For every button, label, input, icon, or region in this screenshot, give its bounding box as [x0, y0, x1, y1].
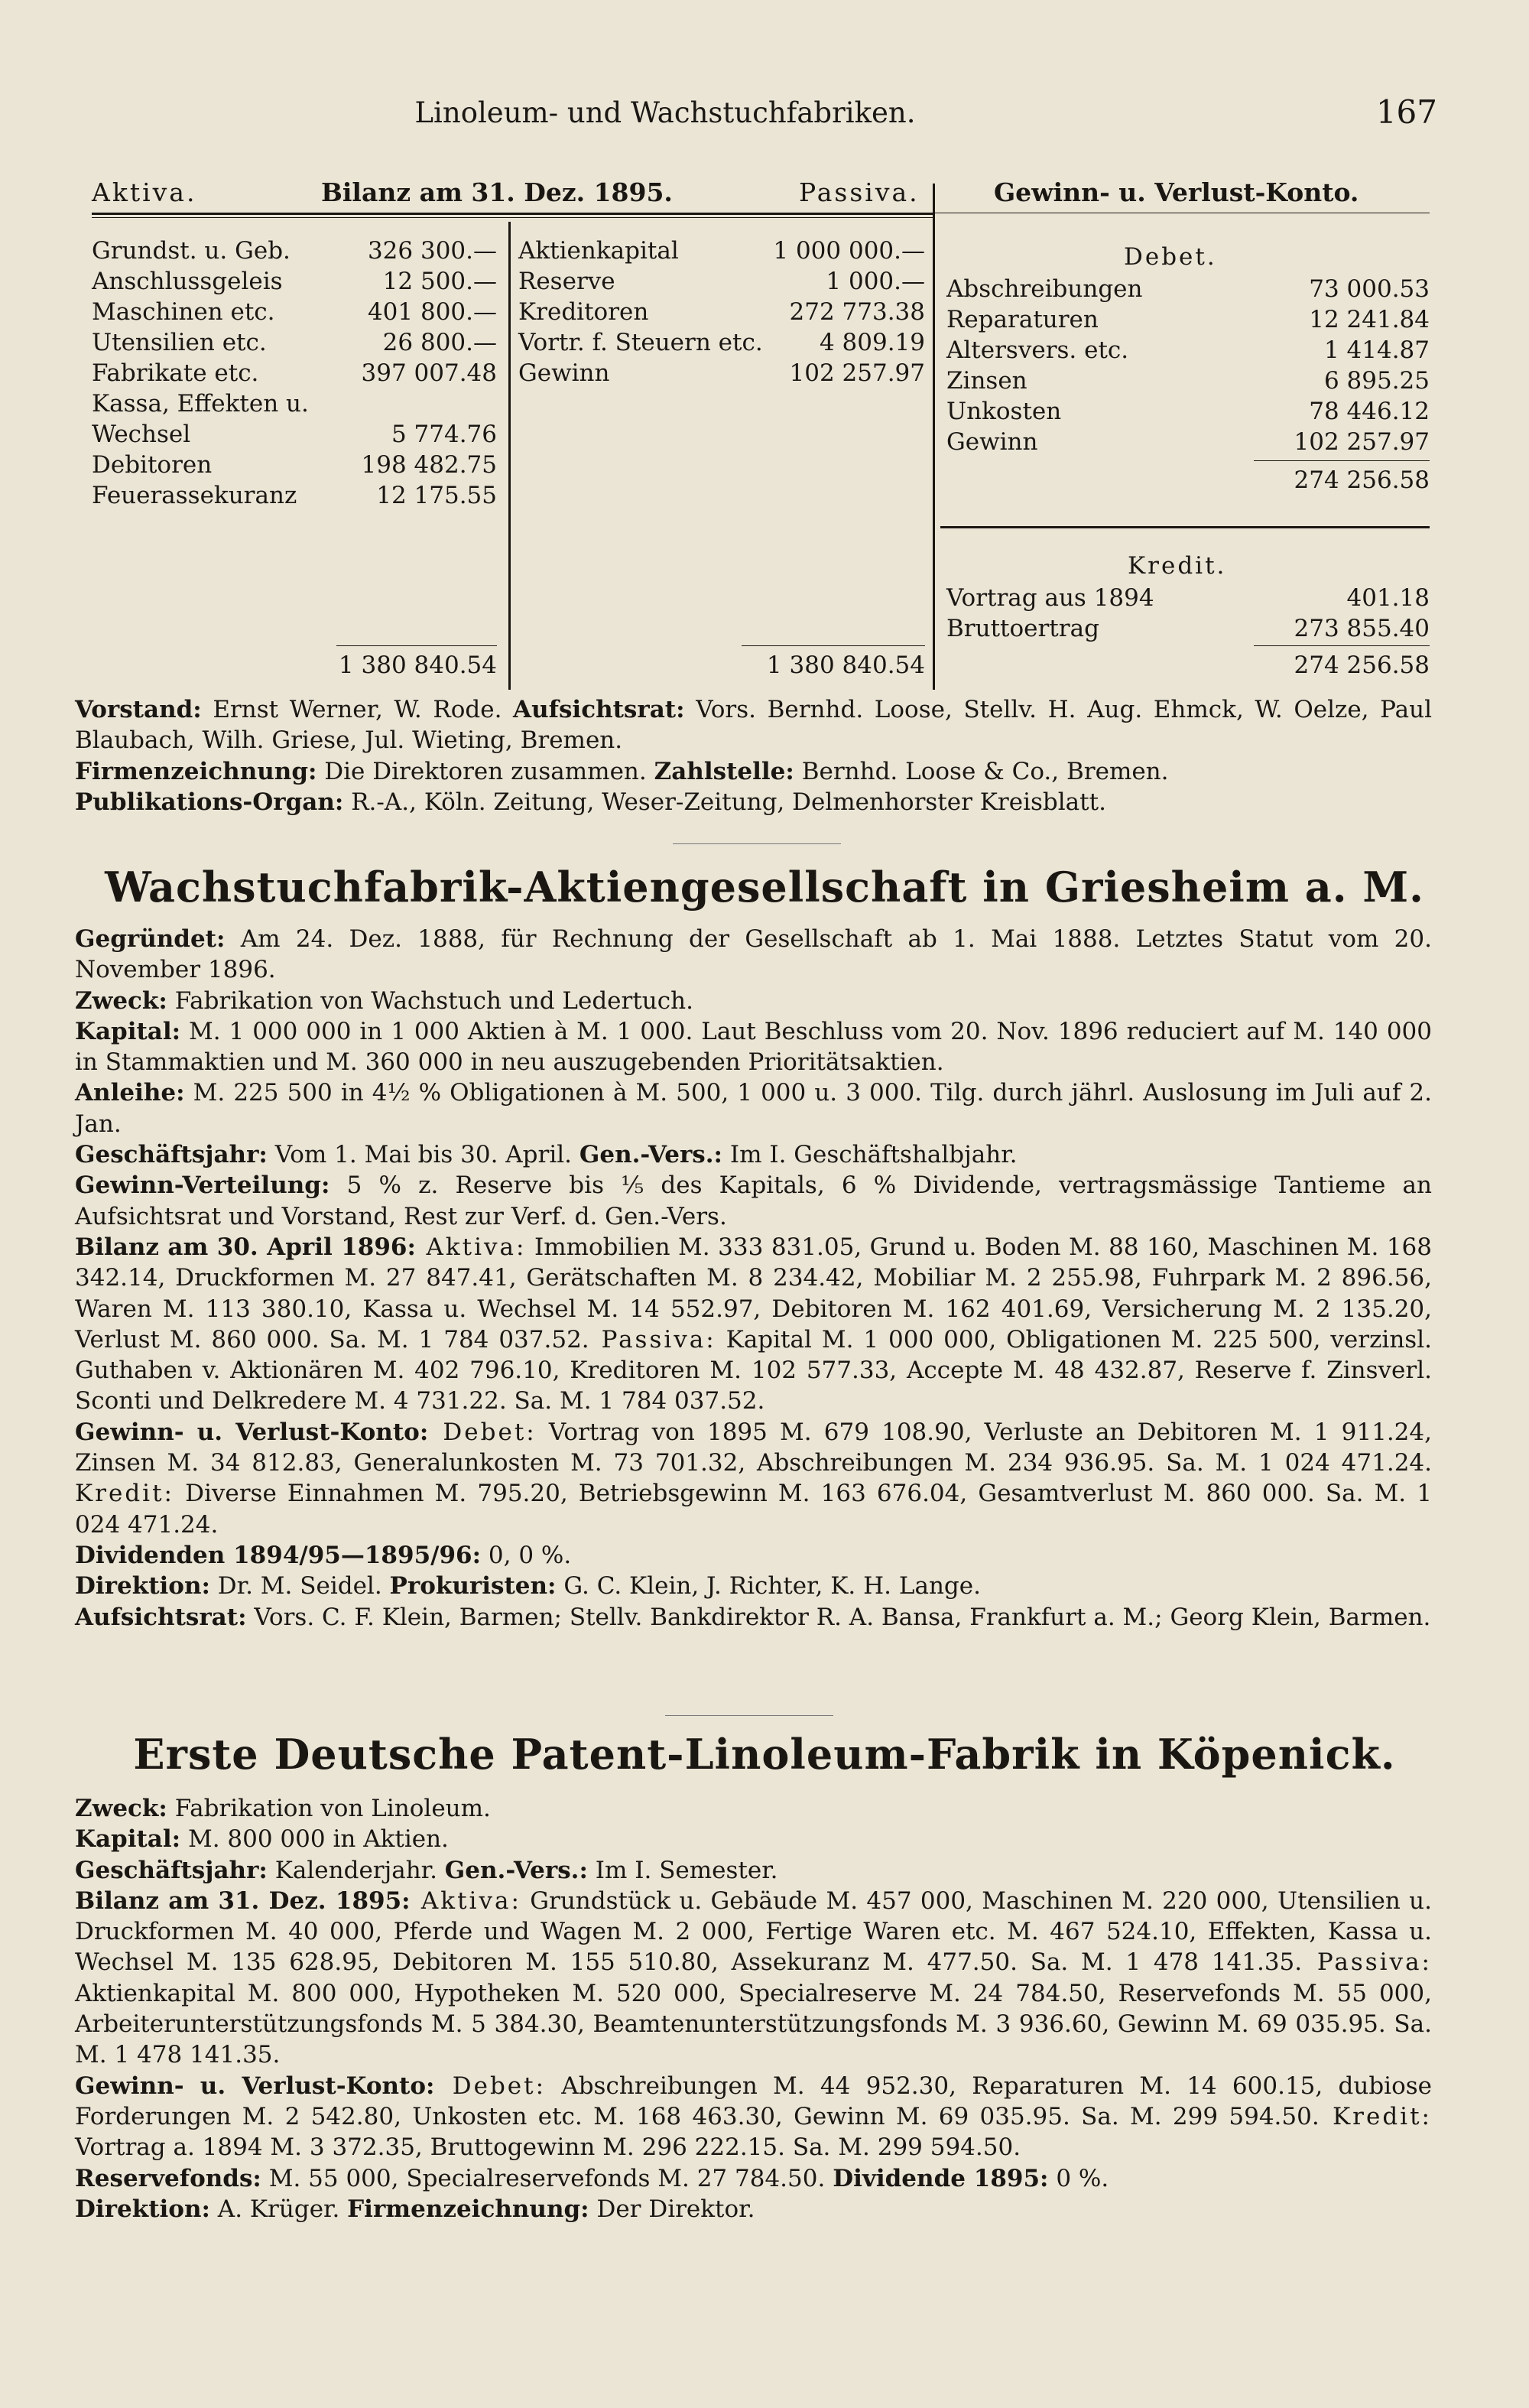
note-vorstand: Vorstand: Ernst Werner, W. Rode. Aufsichtsrat: Vors. Bernhd. Loose, Stellv. H. Aug. Ehmck, W. Oelze, Paul Blaubach, Wilh. Griese, Jul. Wieting, Bremen. — [75, 696, 1432, 755]
aktiva-item-value: 326 300.— — [367, 237, 497, 265]
debet-item-label: Unkosten — [946, 398, 1062, 425]
aktiva-item-label: Maschinen etc. — [92, 298, 275, 326]
debet-label: Debet. — [1124, 243, 1217, 271]
debet-item-label: Gewinn — [946, 428, 1038, 456]
aktiva-item-value: 12 500.— — [382, 268, 497, 295]
aktiva-item-label: Feuerassekuranz — [92, 482, 297, 509]
aktiva-label: Aktiva. — [92, 177, 197, 207]
entry-bilanz: Bilanz am 31. Dez. 1895: Aktiva: Grundstück u. Gebäude M. 457 000, Maschinen M. 220 000, Utensilien u. Druckformen M. 40 000, Pferde und Wagen M. 2 000, Fertige Waren etc. M. 467 524.10, Effekten, Kassa u. Wechsel M. 135 628.95, Debitoren M. 155 510.80, Assekuranz M. 477.50. Sa. M. 1 478 141.35. Passiva: Aktienkapital M. 800 000, Hypotheken M. 520 000, Specialreserve M. 24 784.50, Reservefonds M. 55 000, Arbeiterunterstützungsfonds M. 5 384.30, Beamtenunterstützungsfonds M. 3 936.60, Gewinn M. 69 035.95. Sa. M. 1 478 141.35. — [75, 1886, 1433, 2069]
passiva-item-label: Kreditoren — [518, 298, 649, 326]
aktiva-item-value: 401 800.— — [367, 298, 497, 326]
passiva-item-value: 4 809.19 — [819, 329, 925, 356]
section-separator — [665, 1715, 833, 1716]
company2-entries — [75, 924, 1432, 1633]
aktiva-item-label: Wechsel — [92, 421, 191, 448]
kredit-item-label: Bruttoertrag — [946, 615, 1099, 642]
debet-total: 274 256.58 — [1294, 466, 1430, 494]
entry-gv-konto: Gewinn- u. Verlust-Konto: Debet: Abschreibungen M. 44 952.30, Reparaturen M. 14 600.15, dubiose Forderungen M. 2 542.80, Unkosten etc. M. 168 463.30, Gewinn M. 69 035.95. Sa. M. 299 594.50. Kredit: Vortrag a. 1894 M. 3 372.35, Bruttogewinn M. 296 222.15. Sa. M. 299 594.50. — [75, 2072, 1432, 2162]
debet-item-label: Abschreibungen — [946, 275, 1143, 303]
aktiva-item-value: 198 482.75 — [361, 451, 497, 479]
table-top-rule — [92, 213, 933, 215]
entry-direktion: Direktion: Dr. M. Seidel. Prokuristen: G. C. Klein, J. Richter, K. H. Lange. — [75, 1572, 981, 1600]
debet-item-value: 12 241.84 — [1309, 306, 1430, 333]
company2-heading: Wachstuchfabrik-Aktiengesellschaft in Griesheim a. M. — [105, 863, 1424, 912]
kredit-label: Kredit. — [1128, 552, 1227, 580]
company3-entries — [75, 1793, 1432, 2224]
entry-reservefonds: Reservefonds: M. 55 000, Specialreservefonds M. 27 784.50. Dividende 1895: 0 %. — [75, 2164, 1109, 2192]
aktiva-item-value: 12 175.55 — [376, 482, 497, 509]
passiva-item-label: Reserve — [518, 268, 615, 295]
section-separator — [673, 843, 841, 844]
passiva-item-value: 102 257.97 — [789, 359, 925, 387]
debet-item-value: 6 895.25 — [1323, 367, 1430, 395]
debet-item-label: Reparaturen — [946, 306, 1099, 333]
entry-geschaeftsjahr: Geschäftsjahr: Vom 1. Mai bis 30. April. Gen.-Vers.: Im I. Geschäftshalbjahr. — [75, 1141, 1018, 1169]
passiva-sum-rule — [742, 645, 925, 646]
entry-gegruendet: Gegründet: Am 24. Dez. 1888, für Rechnung der Gesellschaft ab 1. Mai 1888. Letztes Statut vom 20. November 1896. — [75, 925, 1432, 984]
entry-kapital: Kapital: M. 1 000 000 in 1 000 Aktien à M. 1 000. Laut Beschluss vom 20. Nov. 1896 reduciert auf M. 140 000 in Stammaktien und M. 360 000 in neu auszugebenden Prioritätsaktien. — [75, 1017, 1432, 1077]
entry-anleihe: Anleihe: M. 225 500 in 4½ % Obligationen à M. 500, 1 000 u. 3 000. Tilg. durch jährl. Auslosung im Juli auf 2. Jan. — [75, 1079, 1432, 1138]
passiva-item-value: 1 000.— — [826, 268, 925, 295]
entry-geschaeftsjahr: Geschäftsjahr: Kalenderjahr. Gen.-Vers.: Im I. Semester. — [75, 1856, 778, 1884]
entry-gewinnverteilung: Gewinn-Verteilung: 5 % z. Reserve bis ⅕ des Kapitals, 6 % Dividende, vertragsmässige Tantieme an Aufsichtsrat und Vorstand, Rest zur Verf. d. Gen.-Vers. — [75, 1172, 1432, 1230]
debet-item-value: 73 000.53 — [1309, 275, 1430, 303]
debet-item-label: Zinsen — [946, 367, 1027, 395]
aktiva-total: 1 380 840.54 — [338, 652, 497, 679]
page-number: 167 — [1375, 93, 1437, 131]
passiva-total: 1 380 840.54 — [766, 652, 925, 679]
aktiva-item-label: Fabrikate etc. — [92, 359, 259, 387]
aktiva-item-value: 397 007.48 — [361, 359, 497, 387]
passiva-item-label: Vortr. f. Steuern etc. — [518, 329, 763, 356]
kredit-item-label: Vortrag aus 1894 — [946, 584, 1154, 612]
aktiva-item-label: Debitoren — [92, 451, 213, 479]
entry-zweck: Zweck: Fabrikation von Linoleum. — [75, 1795, 491, 1822]
entry-aufsichtsrat: Aufsichtsrat: Vors. C. F. Klein, Barmen; Stellv. Bankdirektor R. A. Bansa, Frankfurt a. M.; Georg Klein, Barmen. — [75, 1603, 1431, 1631]
kredit-item-value: 401.18 — [1346, 584, 1430, 612]
passiva-item-label: Aktienkapital — [518, 237, 679, 265]
company1-notes — [75, 694, 1432, 817]
passiva-label: Passiva. — [799, 177, 920, 207]
entry-gv-konto: Gewinn- u. Verlust-Konto: Debet: Vortrag von 1895 M. 679 108.90, Verluste an Debitoren M. 1 911.24, Zinsen M. 34 812.83, Generalunkosten M. 73 701.32, Abschreibungen M. 234 936.95. Sa. M. 1 024 471.24. Kredit: Diverse Einnahmen M. 795.20, Betriebsgewinn M. 163 676.04, Gesamtverlust M. 860 000. Sa. M. 1 024 471.24. — [75, 1418, 1432, 1539]
aktiva-item-value: 5 774.76 — [391, 421, 497, 448]
debet-kredit-rule — [940, 526, 1430, 528]
entry-dividenden: Dividenden 1894/95—1895/96: 0, 0 %. — [75, 1541, 572, 1569]
entry-direktion: Direktion: A. Krüger. Firmenzeichnung: Der Direktor. — [75, 2195, 755, 2223]
company3-heading: Erste Deutsche Patent-Linoleum-Fabrik in Köpenick. — [133, 1730, 1396, 1779]
aktiva-sum-rule — [336, 645, 497, 646]
aktiva-item-label: Grundst. u. Geb. — [92, 237, 291, 265]
running-header-title: Linoleum- und Wachstuchfabriken. — [414, 96, 916, 129]
aktiva-passiva-divider — [508, 222, 511, 690]
kredit-total: 274 256.58 — [1294, 652, 1430, 679]
debet-item-value: 78 446.12 — [1309, 398, 1430, 425]
table-top-rule-thin — [92, 217, 933, 218]
kredit-sum-rule — [1254, 645, 1430, 646]
aktiva-item-label: Anschlussgeleis — [92, 268, 283, 295]
passiva-item-value: 272 773.38 — [789, 298, 925, 326]
debet-sum-rule — [1254, 460, 1430, 461]
debet-item-value: 1 414.87 — [1323, 336, 1430, 364]
note-publikation: Publikations-Organ: R.-A., Köln. Zeitung, Weser-Zeitung, Delmenhorster Kreisblatt. — [75, 788, 1106, 816]
balance-gv-divider — [933, 184, 935, 690]
debet-item-value: 102 257.97 — [1294, 428, 1430, 456]
balance-sheet-title: Bilanz am 31. Dez. 1895. — [321, 177, 673, 207]
kredit-item-value: 273 855.40 — [1294, 615, 1430, 642]
debet-item-label: Altersvers. etc. — [946, 336, 1129, 364]
entry-bilanz: Bilanz am 30. April 1896: Aktiva: Immobilien M. 333 831.05, Grund u. Boden M. 88 160, Maschinen M. 168 342.14, Druckformen M. 27 847.41, Gerätschaften M. 8 234.42, Mobiliar M. 2 255.98, Fuhrpark M. 2 896.56, Waren M. 113 380.10, Kassa u. Wechsel M. 14 552.97, Debitoren M. 162 401.69, Versicherung M. 2 135.20, Verlust M. 860 000. Sa. M. 1 784 037.52. Passiva: Kapital M. 1 000 000, Obligationen M. 225 500, verzinsl. Guthaben v. Aktionären M. 402 796.10, Kreditoren M. 102 577.33, Accepte M. 48 432.87, Reserve f. Zinsverl. Sconti und Delkredere M. 4 731.22. Sa. M. 1 784 037.52. — [75, 1233, 1432, 1415]
passiva-item-value: 1 000 000.— — [773, 237, 925, 265]
gv-konto-title: Gewinn- u. Verlust-Konto. — [994, 177, 1359, 207]
entry-zweck: Zweck: Fabrikation von Wachstuch und Ledertuch. — [75, 986, 693, 1015]
passiva-item-label: Gewinn — [518, 359, 610, 387]
note-firmenzeichnung: Firmenzeichnung: Die Direktoren zusammen. Zahlstelle: Bernhd. Loose & Co., Bremen. — [75, 757, 1169, 785]
entry-kapital: Kapital: M. 800 000 in Aktien. — [75, 1825, 449, 1854]
aktiva-item-label: Kassa, Effekten u. — [92, 390, 309, 418]
aktiva-item-label: Utensilien etc. — [92, 329, 267, 356]
aktiva-item-value: 26 800.— — [382, 329, 497, 356]
